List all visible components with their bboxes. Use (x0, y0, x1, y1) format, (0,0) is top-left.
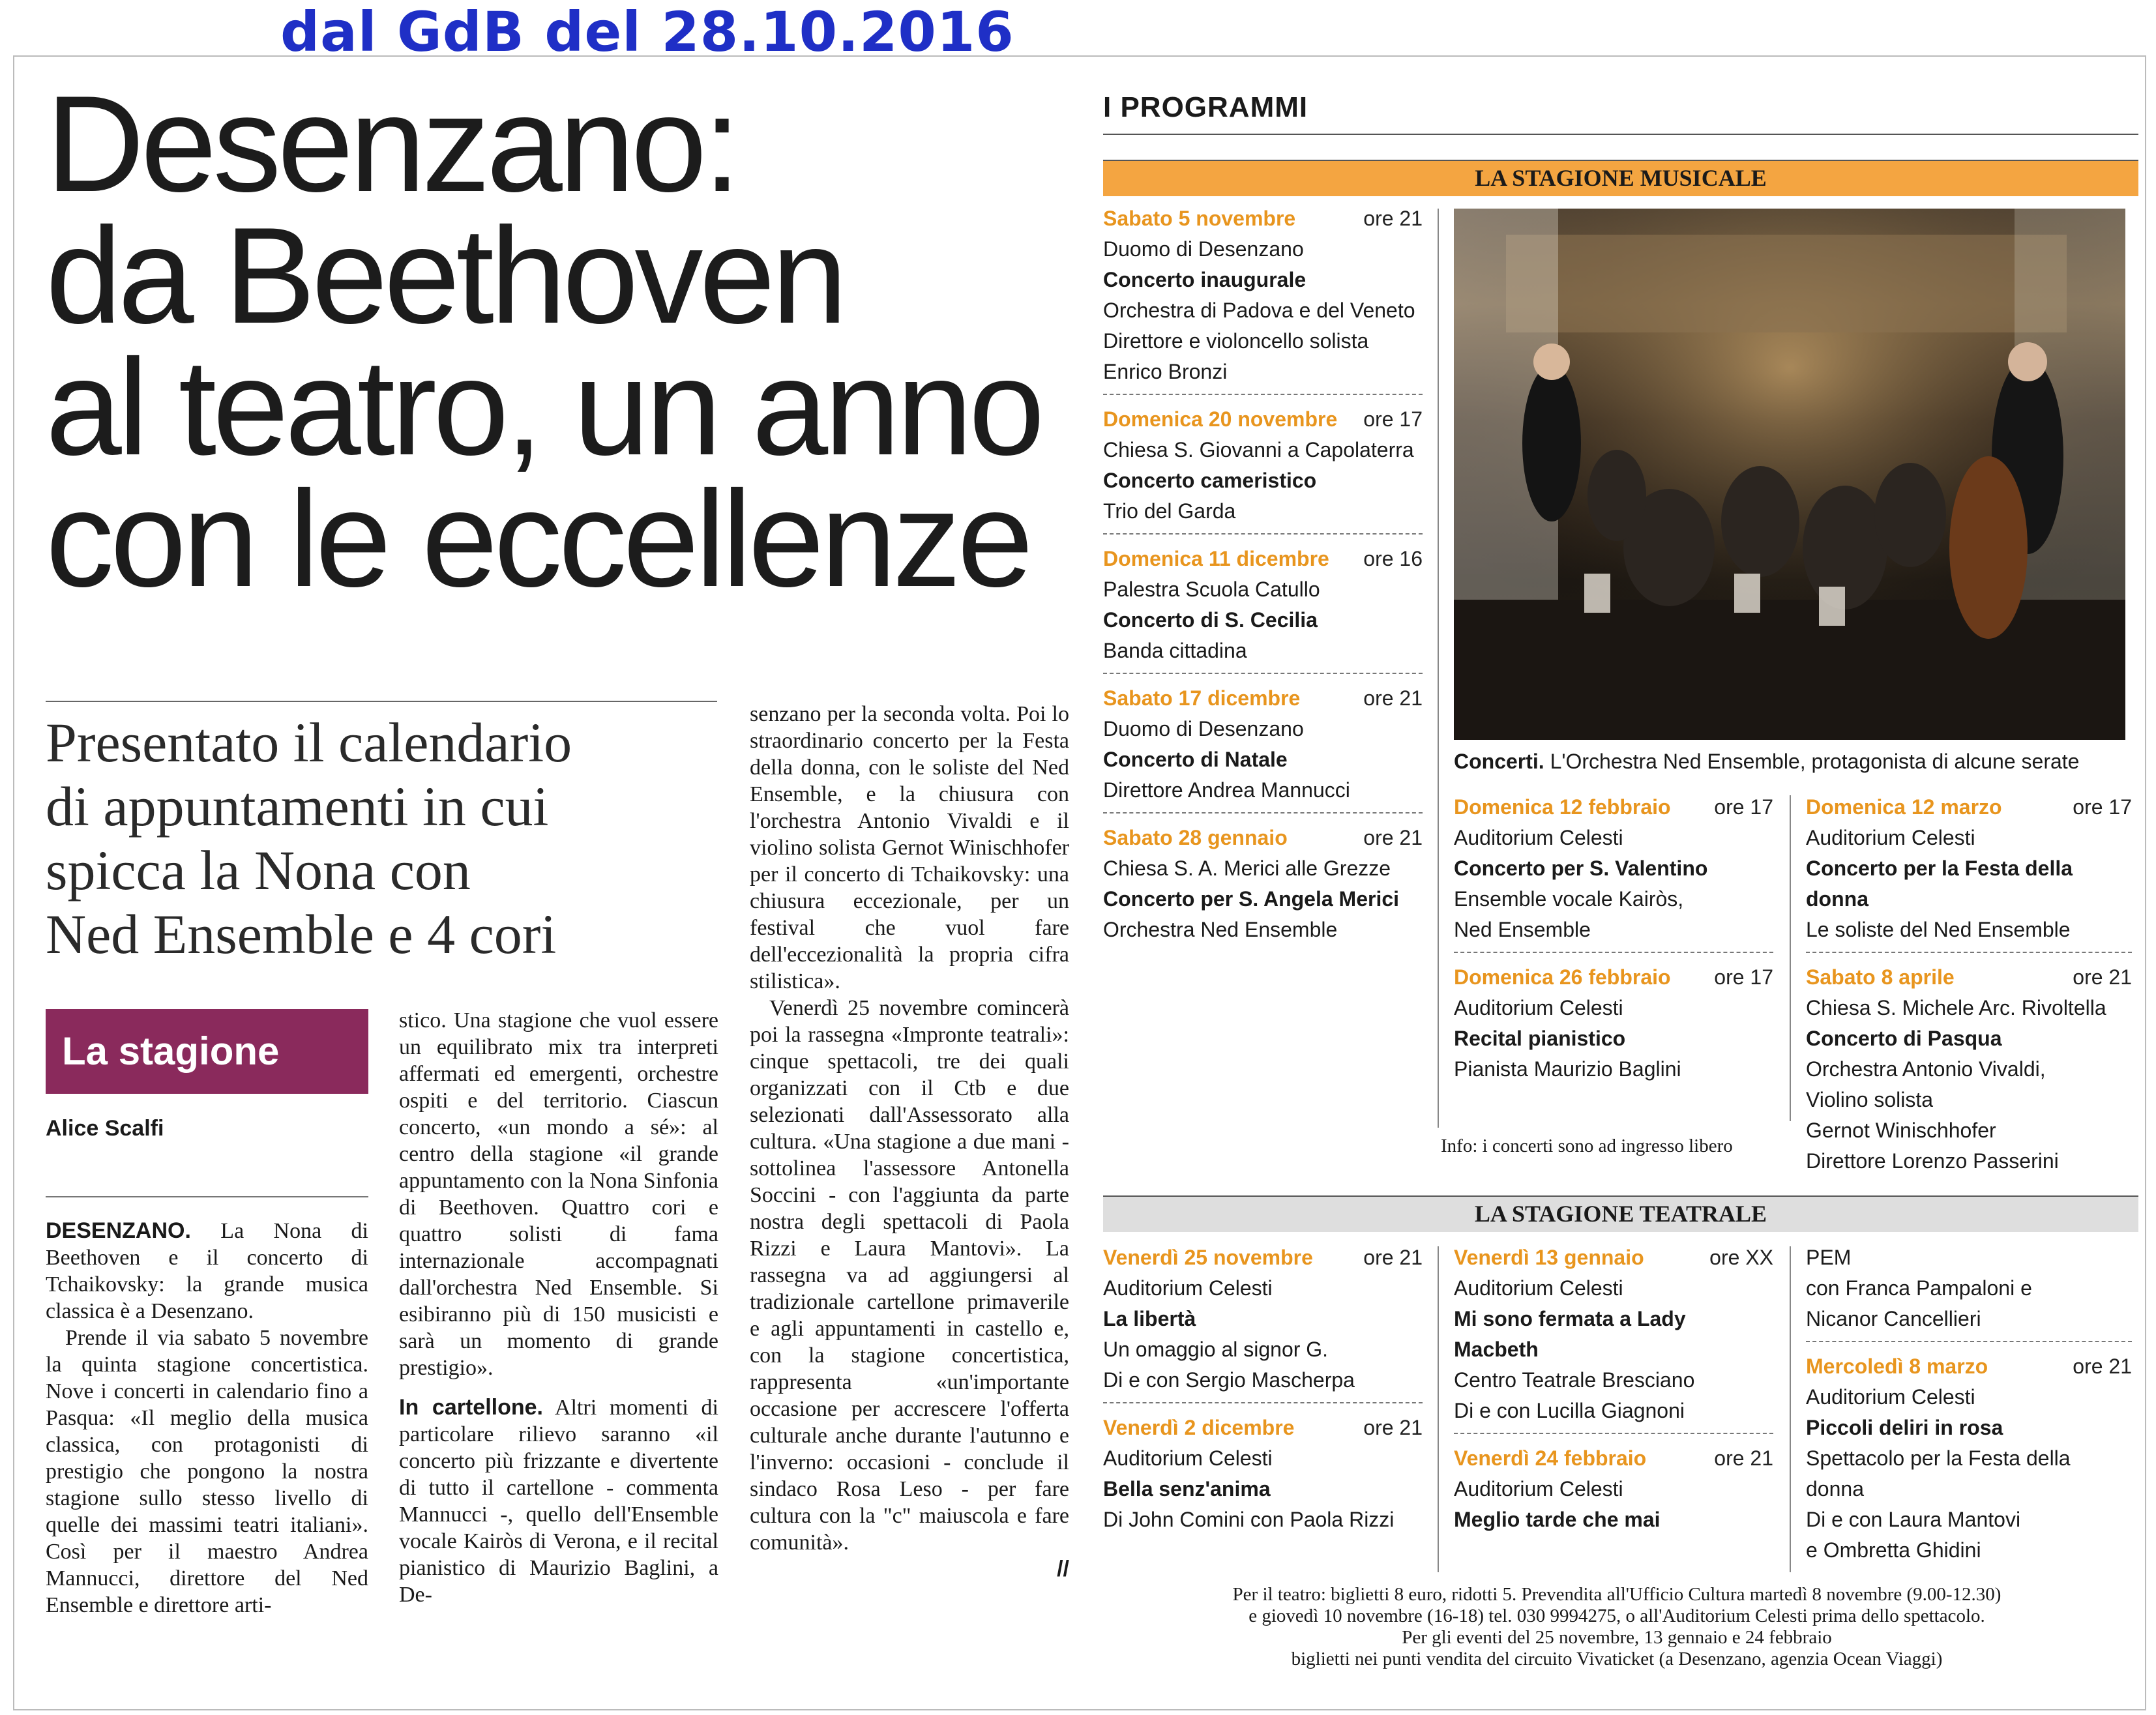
event-title: Concerto di S. Cecilia (1103, 608, 1318, 632)
event-title: PEM (1806, 1246, 1852, 1269)
subhead-line: Presentato il calendario (46, 711, 572, 774)
ticket-info-line: Per gli eventi del 25 novembre, 13 gennaio e 24 febbraio (1402, 1627, 1832, 1648)
headline-line: con le eccellenze (46, 462, 1029, 615)
event-item (1103, 823, 1423, 945)
event-line: Orchestra di Padova e del Veneto (1103, 299, 1415, 322)
article-paragraph: stico. Una stagione che vuol essere un equilibrato mix tra interpreti affermati ed emergenti, orchestre ospiti e del territorio. Ciascun concerto, «un mondo a sé»: al centro della stagione «il grande appuntamento con la Nona Sinfonia di Beethoven. Quattro cori e quattro solisti di fama internazionale accompagnati dall'orchestra Ned Ensemble. Si esibiranno più di 150 musicisti e sarà un momento di grande prestigio». (399, 1008, 718, 1380)
event-line: Violino solista (1806, 1088, 1934, 1111)
event-time: ore 21 (2073, 1355, 2132, 1378)
article-column-2 (399, 1007, 718, 1608)
event-header (1103, 1242, 1423, 1273)
event-date: Venerdì 25 novembre (1103, 1246, 1313, 1269)
event-place: Auditorium Celesti (1454, 996, 1623, 1019)
event-item (1454, 1443, 1773, 1535)
event-line: Trio del Garda (1103, 499, 1236, 523)
event-line: Di e con Sergio Mascherpa (1103, 1368, 1355, 1392)
event-item (1454, 962, 1773, 1085)
event-line: Nicanor Cancellieri (1806, 1307, 1981, 1330)
event-item (1103, 203, 1423, 387)
event-line: Spettacolo per la Festa della donna (1806, 1446, 2071, 1501)
event-line: Ensemble vocale Kairòs, (1454, 887, 1684, 911)
dashed-separator (1103, 533, 1423, 535)
musicale-band: LA STAGIONE MUSICALE (1103, 160, 2138, 196)
column-divider (1790, 1246, 1791, 1572)
event-time: ore 16 (1363, 547, 1423, 570)
event-title: Concerto per la Festa della donna (1806, 857, 2073, 911)
teatrale-column-2 (1454, 1242, 1773, 1535)
event-line: Ned Ensemble (1454, 918, 1591, 941)
event-time: ore 21 (1363, 686, 1423, 710)
event-header (1103, 544, 1423, 574)
column-divider (1790, 795, 1791, 1121)
event-place: Auditorium Celesti (1454, 1477, 1623, 1501)
event-title: Concerto di Natale (1103, 748, 1288, 771)
event-line: Di John Comini con Paola Rizzi (1103, 1508, 1395, 1531)
event-date: Sabato 5 novembre (1103, 207, 1296, 230)
event-header (1454, 792, 1773, 823)
event-line: Orchestra Ned Ensemble (1103, 918, 1338, 941)
event-place: Auditorium Celesti (1806, 826, 1975, 849)
teatrale-column-3-events (1806, 1351, 2132, 1566)
headline-line: Desenzano: (46, 67, 737, 220)
event-title: Bella senz'anima (1103, 1477, 1271, 1501)
dashed-separator (1103, 673, 1423, 674)
event-line: Direttore Lorenzo Passerini (1806, 1149, 2059, 1173)
event-title: Piccoli deliri in rosa (1806, 1416, 2003, 1439)
event-header (1103, 1413, 1423, 1443)
article-column-1 (46, 1218, 368, 1619)
event-place: Auditorium Celesti (1454, 1276, 1623, 1300)
event-header (1103, 683, 1423, 714)
event-place: Auditorium Celesti (1454, 826, 1623, 849)
event-item (1103, 1242, 1423, 1396)
event-header (1454, 1443, 1773, 1474)
event-date: Domenica 12 febbraio (1454, 795, 1671, 819)
event-place: Auditorium Celesti (1103, 1446, 1273, 1470)
event-header (1103, 823, 1423, 853)
event-item (1103, 683, 1423, 806)
headline-line: da Beethoven (46, 199, 844, 352)
event-place: Duomo di Desenzano (1103, 237, 1304, 261)
event-place: Chiesa S. Michele Arc. Rivoltella (1806, 996, 2106, 1019)
event-header (1454, 962, 1773, 993)
event-date: Venerdì 13 gennaio (1454, 1246, 1644, 1269)
photo-caption (1454, 750, 2079, 774)
event-title: Concerto di Pasqua (1806, 1027, 2002, 1050)
article-column-3 (750, 701, 1069, 1583)
event-title: Concerto per S. Angela Merici (1103, 887, 1400, 911)
event-header (1806, 962, 2132, 993)
dashed-separator (1806, 952, 2132, 953)
event-time: ore 21 (1363, 826, 1423, 849)
subhead-line: spicca la Nona con (46, 839, 471, 901)
event-line: con Franca Pampaloni e (1806, 1276, 2032, 1300)
event-item (1454, 792, 1773, 945)
section-tag: La stagione (46, 1009, 368, 1094)
event-line: e Ombretta Ghidini (1806, 1538, 1981, 1562)
orchestra-photo-illustration (1454, 209, 2125, 740)
teatrale-band: LA STAGIONE TEATRALE (1103, 1195, 2138, 1232)
event-title: La libertà (1103, 1307, 1196, 1330)
teatrale-column-3 (1806, 1242, 2132, 1566)
event-title: Concerto inaugurale (1103, 268, 1307, 291)
event-place: Auditorium Celesti (1103, 1276, 1273, 1300)
event-time: ore 17 (1714, 965, 1773, 989)
event-line: Centro Teatrale Bresciano (1454, 1368, 1695, 1392)
event-line: Di e con Lucilla Giagnoni (1454, 1399, 1685, 1422)
column-divider (1438, 209, 1439, 1128)
event-header (1806, 792, 2132, 823)
event-date: Sabato 28 gennaio (1103, 826, 1288, 849)
event-header (1103, 404, 1423, 435)
event-date: Domenica 20 novembre (1103, 407, 1338, 431)
event-date: Venerdì 24 febbraio (1454, 1446, 1647, 1470)
event-place: Duomo di Desenzano (1103, 717, 1304, 740)
orchestra-photo (1454, 209, 2125, 740)
end-mark: // (1057, 1557, 1069, 1581)
event-place: Chiesa S. Giovanni a Capolaterra (1103, 438, 1414, 462)
dashed-separator (1103, 812, 1423, 814)
event-line: Banda cittadina (1103, 639, 1247, 662)
byline-rule (46, 1196, 368, 1197)
article-paragraph: Prende il via sabato 5 novembre la quinta stagione concertistica. Nove i concerti in calendario fino a Pasqua: «Il meglio della musica classica, con protagonisti di prestigio che pongono la nostra stagione sullo stesso livello di quelle dei massimi teatri italiani». Così per il maestro Andrea Mannucci, direttore del Ned Ensemble e direttore arti- (46, 1326, 368, 1617)
event-time: ore 21 (2073, 965, 2132, 989)
article-paragraph: Venerdì 25 novembre comincerà poi la rassegna «Impronte teatrali»: cinque spettacoli, tre dei quali organizzati con il Ctb e due selezionati dall'Assessorato alla cultura. «Una stagione a due mani - sottolinea l'assessore Antonella Soccini - con l'aggiunta da parte nostra degli spettacoli di Paola Rizzi e Laura Mantovi». La rassegna va ad aggiungersi al tradizionale cartellone primaverile e agli appuntamenti in castello e, con la stagione concertistica, rappresenta «un'importante occasione per accrescere l'offerta culturale anche durante l'autunno e l'inverno: occasioni - conclude il sindaco Rosa Leso - per fare cultura con la "c" maiuscola e fare comunità». (750, 996, 1069, 1555)
dashed-separator (1103, 1402, 1423, 1403)
event-line: Enrico Bronzi (1103, 360, 1228, 383)
musicale-column-1 (1103, 203, 1423, 945)
event-item (1103, 404, 1423, 527)
caption-text: L'Orchestra Ned Ensemble, protagonista di alcune serate (1550, 750, 2080, 773)
event-line: Orchestra Antonio Vivaldi, (1806, 1057, 2046, 1081)
programmi-title: I PROGRAMMI (1103, 91, 1308, 123)
event-item (1806, 1351, 2132, 1566)
event-title: Meglio tarde che mai (1454, 1508, 1661, 1531)
event-time: ore 17 (1363, 407, 1423, 431)
event-date: Domenica 11 dicembre (1103, 547, 1329, 570)
event-item (1454, 1242, 1773, 1426)
event-date: Venerdì 2 dicembre (1103, 1416, 1295, 1439)
event-header (1103, 203, 1423, 234)
event-place: Auditorium Celesti (1806, 1385, 1975, 1409)
event-title: Mi sono fermata a Lady Macbeth (1454, 1307, 1686, 1361)
event-title: Concerto cameristico (1103, 469, 1317, 492)
event-line: Direttore Andrea Mannucci (1103, 778, 1350, 802)
subhead-line: di appuntamenti in cui (46, 775, 549, 838)
ticket-info (1108, 1584, 2125, 1670)
event-title: Recital pianistico (1454, 1027, 1626, 1050)
ticket-info-line: Per il teatro: biglietti 8 euro, ridotti 5. Prevendita all'Ufficio Cultura martedì 8 novembre (9.00-12.30) (1232, 1584, 2001, 1605)
event-time: ore 21 (1363, 207, 1423, 230)
dashed-separator (1454, 952, 1773, 953)
event-date: Sabato 17 dicembre (1103, 686, 1301, 710)
event-item (1806, 962, 2132, 1177)
event-line: Le soliste del Ned Ensemble (1806, 918, 2071, 941)
dashed-separator (1454, 1433, 1773, 1434)
event-time: ore 17 (1714, 795, 1773, 819)
event-item (1103, 1413, 1423, 1535)
programmi-rule (1103, 134, 2138, 135)
article-paragraph: Altri momenti di particolare rilievo saranno «il concerto più frizzante e divertente di tutto il cartellone - commenta Mannucci -, quello dell'Ensemble vocale Kairòs di Verona, e il recital pianistico di Maurizio Baglini, a De- (399, 1396, 719, 1607)
source-label: dal GdB del 28.10.2016 (280, 0, 1014, 64)
column-divider (1438, 1246, 1439, 1572)
author-byline: Alice Scalfi (46, 1116, 164, 1141)
event-time: ore 17 (2073, 795, 2132, 819)
musicale-column-2 (1454, 792, 1773, 1085)
event-line: Gernot Winischhofer (1806, 1119, 1996, 1142)
subhead-line: Ned Ensemble e 4 cori (46, 903, 557, 965)
event-date: Mercoledì 8 marzo (1806, 1355, 1988, 1378)
event-date: Domenica 26 febbraio (1454, 965, 1671, 989)
event-header (1806, 1351, 2132, 1382)
ticket-info-line: e giovedì 10 novembre (16-18) tel. 030 9994275, o all'Auditorium Celesti prima dello spettacolo. (1248, 1605, 1985, 1626)
event-place: Chiesa S. A. Merici alle Grezze (1103, 857, 1391, 880)
event-date: Domenica 12 marzo (1806, 795, 2002, 819)
caption-lead: Concerti. (1454, 750, 1544, 773)
event-time: ore 21 (1714, 1446, 1773, 1470)
headline-line: al teatro, un anno (46, 330, 1041, 484)
teatrale-column-1 (1103, 1242, 1423, 1535)
event-item (1806, 792, 2132, 945)
dashed-separator (1806, 1341, 2132, 1342)
musicale-column-3 (1806, 792, 2132, 1177)
event-item (1103, 544, 1423, 666)
article-paragraph: senzano per la seconda volta. Poi lo straordinario concerto per la Festa della donna, con le soliste del Ned Ensemble, e la chiusura con l'orchestra Antonio Vivaldi e il violino solista Gernot Winischhofer per il concerto di Tchaikovsky: una chiusura eccezionale, per un festival che vuol fare dell'eccezionalità la propria cifra stilistica». (750, 702, 1069, 993)
subhead-rule (46, 701, 717, 702)
info-note: Info: i concerti sono ad ingresso libero (1441, 1136, 1733, 1156)
event-place: Palestra Scuola Catullo (1103, 578, 1320, 601)
event-line: Pianista Maurizio Baglini (1454, 1057, 1681, 1081)
event-line: Di e con Laura Mantovi (1806, 1508, 2021, 1531)
headline (46, 67, 1063, 615)
event-time: ore XX (1709, 1246, 1773, 1269)
event-line: Direttore e violoncello solista (1103, 329, 1369, 353)
event-line: Un omaggio al signor G. (1103, 1338, 1329, 1361)
dashed-separator (1103, 394, 1423, 395)
ticket-info-line: biglietti nei punti vendita del circuito Vivaticket (a Desenzano, agenzia Ocean Viaggi) (1291, 1649, 1943, 1669)
event-date: Sabato 8 aprile (1806, 965, 1955, 989)
paragraph-lead: In cartellone. (399, 1395, 544, 1420)
event-header (1454, 1242, 1773, 1273)
article-paragraph: La Nona di Beethoven e il concerto di Tchaikovsky: la grande musica classica è a Desenzano. (46, 1219, 368, 1323)
event-time: ore 21 (1363, 1246, 1423, 1269)
dateline: DESENZANO. (46, 1218, 191, 1243)
subhead (46, 711, 711, 966)
event-title: Concerto per S. Valentino (1454, 857, 1708, 880)
event-time: ore 21 (1363, 1416, 1423, 1439)
